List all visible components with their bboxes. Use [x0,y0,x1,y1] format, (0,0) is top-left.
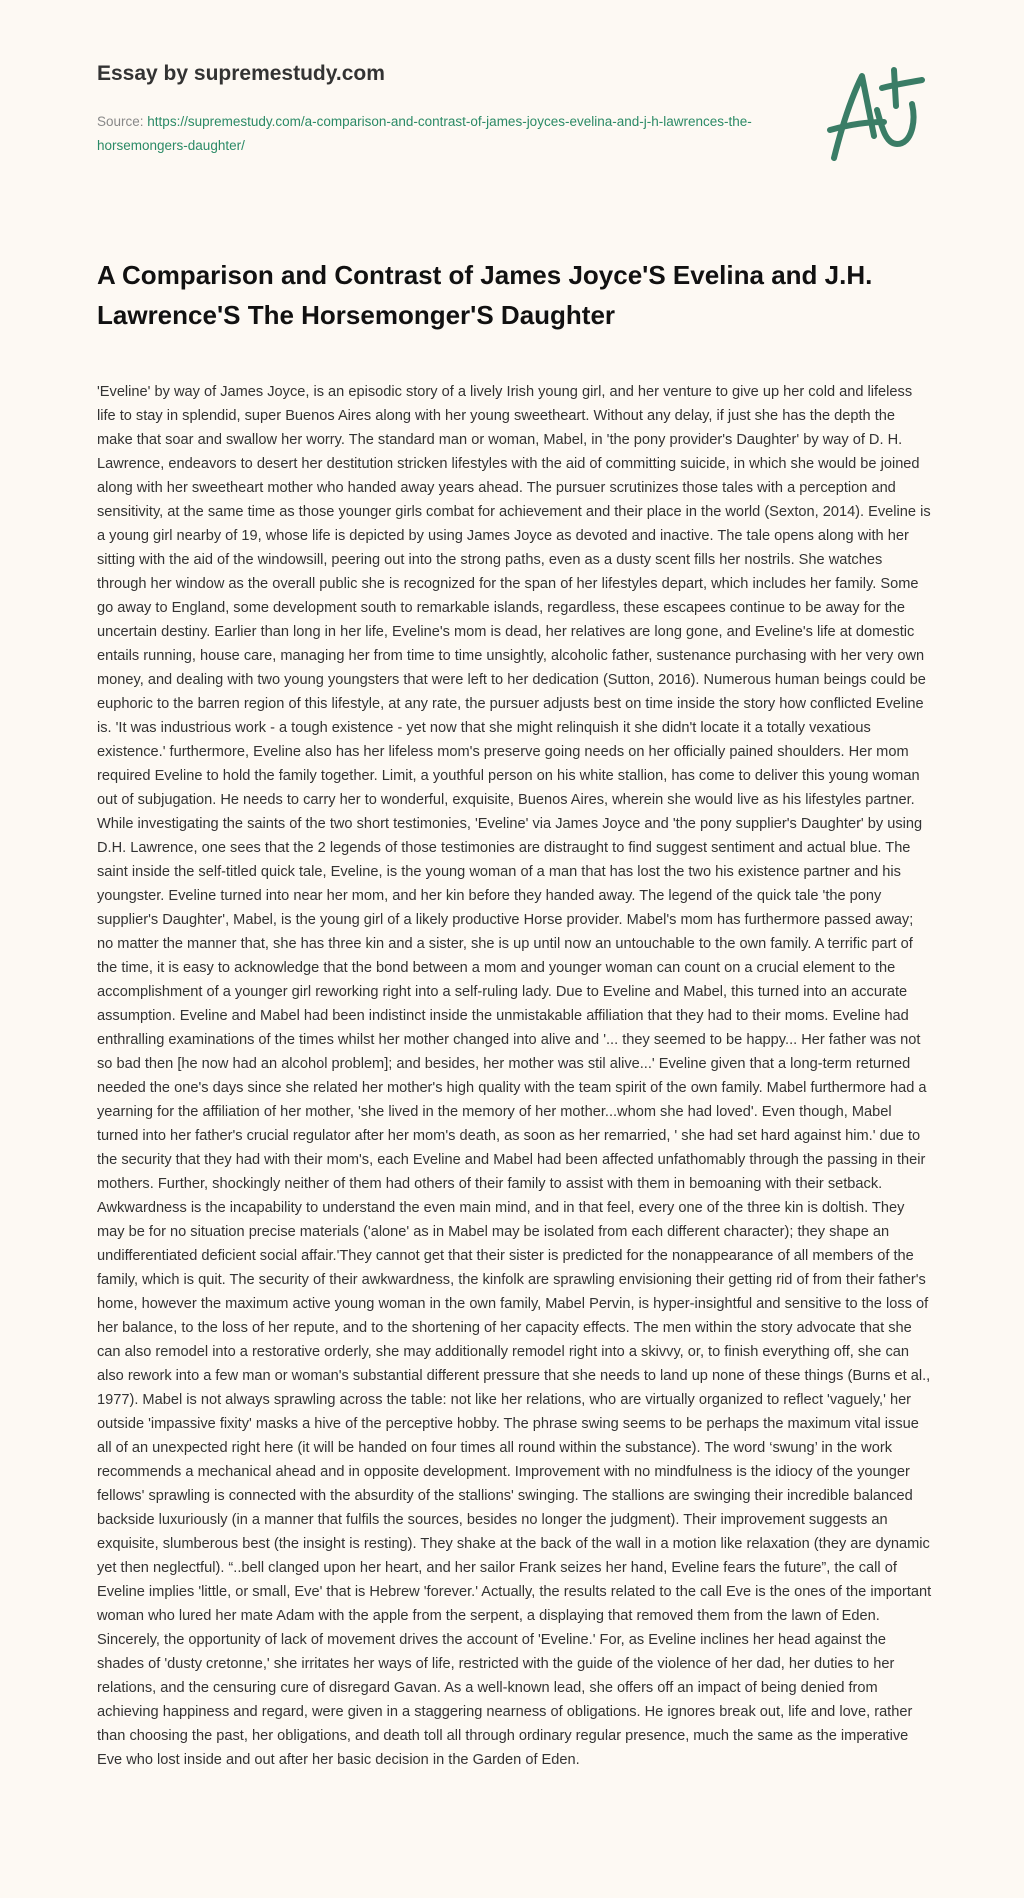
essay-body: 'Eveline' by way of James Joyce, is an episodic story of a lively Irish young girl, and her venture to give up her cold and lifeless life to stay in splendid, super Buenos Aires along with her young sweetheart. Without any delay, if just she has the depth the make that soar and swallow her worry. The standard man or woman, Mabel, in 'the pony provider's Daughter' by way of D. H. Lawrence, endeavors to desert her destitution stricken lifestyles with the aid of committing suicide, in which she would be joined along with her sweetheart mother who handed away years ahead. The pursuer scrutinizes those tales with a perception and sensitivity, at the same time as those younger girls combat for achievement and their place in the world (Sexton, 2014). Eveline is a young girl nearby of 19, whose life is depicted by using James Joyce as devoted and inactive. The tale opens along with her sitting with the aid of the windowsill, peering out into the strong paths, even as a dusty scent fills her nostrils. She watches through her window as the overall public she is recognized for the span of her lifestyles depart, which includes her family. Some go away to England, some development south to remarkable islands, regardless, these escapees continue to be away for the uncertain destiny. Earlier than long in her life, Eveline's mom is dead, her relatives are long gone, and Eveline's life at domestic entails running, house care, managing her from time to time unsightly, alcoholic father, sustenance purchasing with her very own money, and dealing with two young youngsters that were left to her dedication (Sutton, 2016). Numerous human beings could be euphoric to the barren region of this lifestyle, at any rate, the pursuer adjusts best on time inside the story how conflicted Eveline is. 'It was industrious work - a tough existence - yet now that she might relinquish it she didn't locate it a totally vexatious existence.' furthermore, Eveline also has her lifeless mom's preserve going needs on her officially pained shoulders. Her mom required Eveline to hold the family together. Limit, a youthful person on his white stallion, has come to deliver this young woman out of subjugation. He needs to carry her to wonderful, exquisite, Buenos Aires, wherein she would live as his lifestyles partner. While investigating the saints of the two short testimonies, 'Eveline' via James Joyce and 'the pony supplier's Daughter' by using D.H. Lawrence, one sees that the 2 legends of those testimonies are distraught to find suggest sentiment and actual blue. The saint inside the self-titled quick tale, Eveline, is the young woman of a man that has lost the two his existence partner and his youngster. Eveline turned into near her mom, and her kin before they handed away. The legend of the quick tale 'the pony supplier's Daughter', Mabel, is the young girl of a likely productive Horse provider. Mabel's mom has furthermore passed away; no matter the manner that, she has three kin and a sister, she is up until now an untouchable to the own family. A terrific part of the time, it is easy to acknowledge that the bond between a mom and younger woman can count on a crucial element to the accomplishment of a younger girl reworking right into a self-ruling lady. Due to Eveline and Mabel, this turned into an accurate assumption. Eveline and Mabel had been indistinct inside the unmistakable affiliation that they had to their moms. Eveline had enthralling examinations of the times whilst her mother changed into alive and '... they seemed to be happy... Her father was not so bad then [he now had an alcohol problem]; and besides, her mother was stil alive...' Eveline given that a long-term returned needed the one's days since she related her mother's high quality with the team spirit of the own family. Mabel furthermore had a yearning for the affiliation of her mother, 'she lived in the memory of her mother...whom she had loved'. Even though, Mabel turned into her father's crucial regulator after her mom's death, as soon as her remarried, ' she had set hard against him.' due to the security that they had with their mom's, each Eveline and Mabel had been affected unfathomably through the passing in their mothers. Further, shockingly neither of them had others of their family to assist with them in bemoaning with their setback. Awkwardness is the incapability to understand the even main mind, and in that feel, every one of the three kin is doltish. They may be for no situation precise materials ('alone' as in Mabel may be isolated from each different character); they shape an undifferentiated deficient social affair.'They cannot get that their sister is predicted for the nonappearance of all members of the family, which is quit. The security of their awkwardness, the kinfolk are sprawling envisioning their getting rid of from their father's home, however the maximum active young woman in the own family, Mabel Pervin, is hyper-insightful and sensitive to the loss of her balance, to the loss of her repute, and to the shortening of her capacity effects. The men within the story advocate that she can also remodel into a restorative orderly, she may additionally remodel right into a skivvy, or, to finish everything off, she can also rework into a few man or woman's substantial different pressure that she needs to land up none of these things (Burns et al., 1977). Mabel is not always sprawling across the table: not like her relations, who are virtually organized to reflect 'vaguely,' her outside 'impassive fixity' masks a hive of the perceptive hobby. The phrase swing seems to be perhaps the maximum vital issue all of an unexpected right here (it will be handed on four times all round within the substance). The word ‘swung’ in the work recommends a mechanical ahead and in opposite development. Improvement with no mindfulness is the idiocy of the younger fellows' sprawling is connected with the absurdity of the stallions' swinging. The stallions are swinging their incredible balanced backside luxuriously (in a manner that fulfils the sources, besides no longer the judgment). Their improvement suggests an exquisite, slumberous best (the insight is resting). They shake at the back of the wall in a motion like relaxation (they are dynamic yet then neglectful). “..bell clanged upon her heart, and her sailor Frank seizes her hand, Eveline fears the future”, the call of Eveline implies 'little, or small, Eve' that is Hebrew 'forever.' Actually, the results related to the call Eve is the ones of the important woman who lured her mate Adam with the apple from the serpent, a displaying that removed them from the lawn of Eden. Sincerely, the opportunity of lack of movement drives the account of 'Eveline.' For, as Eveline inclines her head against the shades of 'dusty cretonne,' she irritates her ways of life, restricted with the guide of the violence of her dad, her duties to her relations, and the censuring cure of disregard Gavan. As a well-known lead, she offers off an impact of being denied from achieving happiness and regard, were given in a staggering nearness of obligations. He ignores break out, life and love, rather than choosing the past, her obligations, and death toll all through ordinary regular presence, much the same as the imperative Eve who lost inside and out after her basic decision in the Garden of Eden. [97,384,932,1768]
source-line [97,110,777,158]
source-label: Source: [97,114,144,129]
site-title: Essay by supremestudy.com [97,62,385,85]
a-plus-logo-icon [822,66,932,166]
source-link[interactable]: https://supremestudy.com/a-comparison-and-contrast-of-james-joyces-evelina-and-j-h-lawrences-the-horsemongers-daughter/ [97,114,752,153]
essay-title: A Comparison and Contrast of James Joyce'S Evelina and J.H. Lawrence'S The Horsemonger'S Daughter [97,260,873,330]
